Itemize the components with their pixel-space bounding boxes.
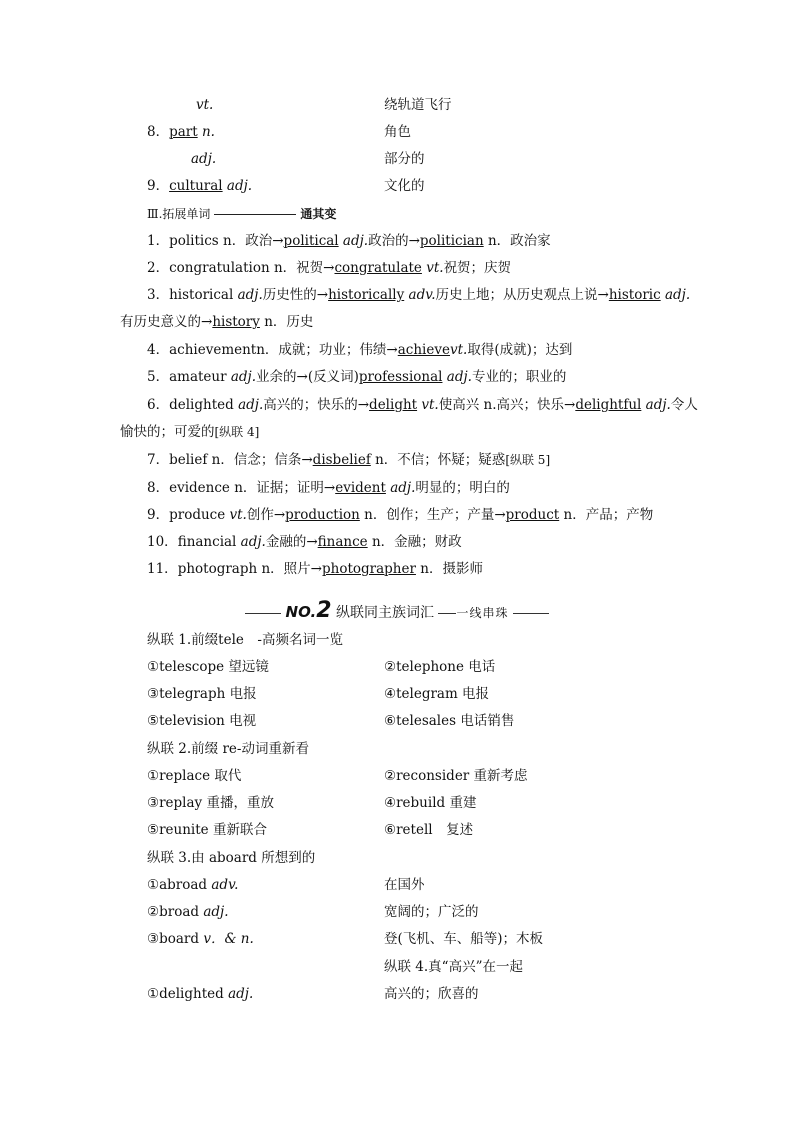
- group-entry: ②telephone 电话: [384, 659, 496, 675]
- group-entry: ⑤reunite 重新联合: [147, 822, 267, 838]
- banner-rule-left: [245, 613, 281, 614]
- banner-subtitle: 一线串珠: [456, 606, 509, 620]
- section-title: Ⅲ.拓展单词: [147, 207, 211, 221]
- pos-label: adj.: [226, 178, 253, 194]
- meaning-role: 角色: [384, 124, 411, 140]
- section-banner: [0, 598, 794, 623]
- banner-title: 纵联同主族词汇: [335, 605, 434, 621]
- row-number: 8．: [147, 124, 170, 140]
- group-meaning: 登(飞机、车、船等)；木板: [384, 931, 544, 947]
- word-row-8: [147, 123, 215, 141]
- group-entry: ⑥telesales 电话销售: [384, 713, 515, 729]
- meaning-orbit: 绕轨道飞行: [384, 97, 452, 113]
- list-item: 10．financial adj.金融的→finance n．金融；财政: [147, 534, 462, 550]
- answer-word: delight: [369, 397, 418, 413]
- answer-word: product: [505, 507, 560, 523]
- answer-word: production: [285, 507, 360, 523]
- list-item-continued: 愉快的；可爱的[纵联 4]: [120, 424, 260, 440]
- pos-adj: [191, 150, 216, 168]
- cross-ref: [纵联 5]: [505, 453, 551, 467]
- list-item: 7．belief n．信念；信条→disbelief n．不信；怀疑；疑惑[纵联 5]: [147, 452, 551, 468]
- banner-number: 2: [316, 598, 332, 623]
- pos-label: adj.: [191, 151, 217, 167]
- banner-rule-mid: [438, 613, 456, 614]
- list-item: 9．produce vt.创作→production n．创作；生产；产量→product n．产品；产物: [147, 507, 654, 523]
- divider: [214, 214, 296, 215]
- list-item: 6．delighted adj.高兴的；快乐的→delight vt.使高兴 n.高兴；快乐→delightful adj.令人: [147, 397, 698, 413]
- group-meaning: 高兴的；欣喜的: [384, 986, 479, 1002]
- answer-word: finance: [317, 534, 368, 550]
- section-heading: [147, 205, 336, 223]
- answer-word: history: [212, 314, 260, 330]
- group-title: 纵联 2.前缀 re-动词重新看: [147, 741, 309, 757]
- meaning-partial: 部分的: [384, 151, 425, 167]
- section-tag: 通其变: [300, 207, 337, 221]
- list-item: 8．evidence n．证据；证明→evident adj.明显的；明白的: [147, 480, 510, 496]
- answer-word: evident: [335, 480, 386, 496]
- answer-word: achieve: [397, 342, 450, 358]
- group-title: 纵联 1.前缀tele -高频名词一览: [147, 632, 343, 648]
- answer-word: congratulate: [334, 260, 422, 276]
- group-meaning: 在国外: [384, 877, 425, 893]
- answer-word: part: [169, 124, 198, 140]
- answer-word: professional: [358, 369, 443, 385]
- answer-word: historic: [608, 287, 661, 303]
- group-entry: ④rebuild 重建: [384, 795, 477, 811]
- group-meaning: 宽阔的；广泛的: [384, 904, 479, 920]
- cross-ref: [纵联 4]: [214, 425, 260, 439]
- answer-word: cultural: [169, 178, 223, 194]
- group-entry: ③telegraph 电报: [147, 686, 257, 702]
- list-item: 4．achievementn．成就；功业；伟绩→achievevt.取得(成就)；达到: [147, 342, 573, 358]
- pos-vt: [196, 96, 213, 114]
- group-entry: ①replace 取代: [147, 768, 242, 784]
- answer-word: disbelief: [312, 452, 371, 468]
- group-entry: ①telescope 望远镜: [147, 659, 269, 675]
- group-entry: ①delighted adj.: [147, 986, 254, 1002]
- pos-label: n.: [201, 124, 215, 140]
- group-entry: ⑥retell 复述: [384, 822, 474, 838]
- group-entry: ③board v．& n.: [147, 931, 254, 947]
- answer-word: photographer: [322, 561, 416, 577]
- pos-label: vt.: [196, 97, 214, 113]
- meaning-cultural: 文化的: [384, 178, 425, 194]
- group-entry: ②reconsider 重新考虑: [384, 768, 528, 784]
- banner-rule-right: [513, 613, 549, 614]
- list-item: 2．congratulation n．祝贺→congratulate vt.祝贺；庆贺: [147, 260, 512, 276]
- list-item: 11．photograph n．照片→photographer n．摄影师: [147, 561, 483, 577]
- row-number: 9．: [147, 178, 170, 194]
- answer-word: politician: [419, 233, 484, 249]
- answer-word: political: [283, 233, 339, 249]
- word-row-9: [147, 177, 252, 195]
- banner-no: NO.: [285, 603, 317, 621]
- group-entry: ①abroad adv.: [147, 877, 239, 893]
- list-item: 1．politics n．政治→political adj.政治的→politician n．政治家: [147, 233, 551, 249]
- group-title: 纵联 4.真“高兴”在一起: [384, 959, 523, 975]
- group-entry: ②broad adj.: [147, 904, 229, 920]
- group-title: 纵联 3.由 aboard 所想到的: [147, 850, 316, 866]
- group-entry: ④telegram 电报: [384, 686, 490, 702]
- list-item-continued: 有历史意义的→history n．历史: [120, 314, 314, 330]
- answer-word: historically: [328, 287, 405, 303]
- list-item: 3．historical adj.历史性的→historically adv.历史上地；从历史观点上说→historic adj.: [147, 287, 691, 303]
- answer-word: delightful: [575, 397, 642, 413]
- group-entry: ③replay 重播，重放: [147, 795, 274, 811]
- list-item: 5．amateur adj.业余的→(反义词)professional adj.专业的；职业的: [147, 369, 567, 385]
- group-entry: ⑤television 电视: [147, 713, 257, 729]
